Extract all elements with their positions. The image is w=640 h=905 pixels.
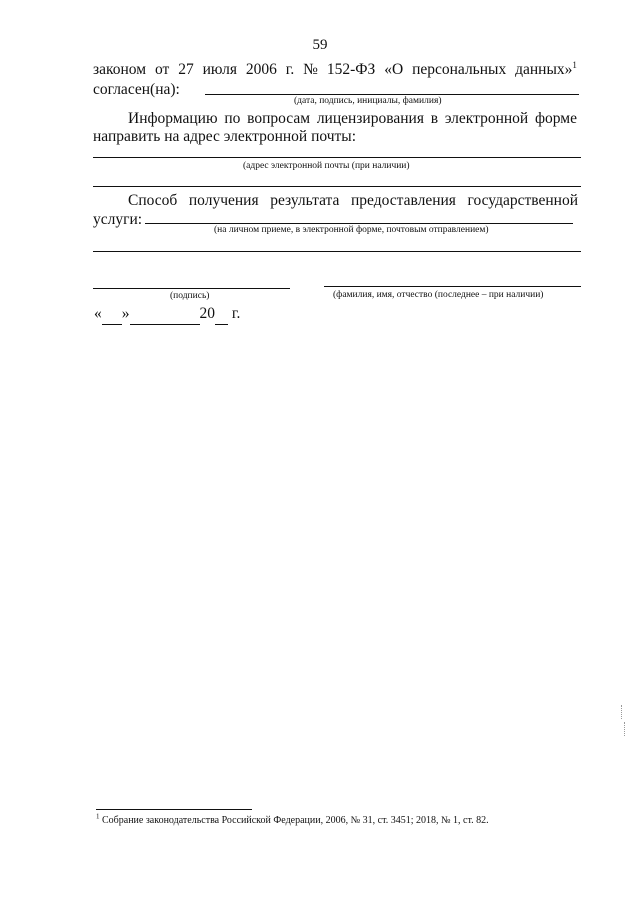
- scan-artifact: [624, 722, 627, 736]
- word: 27: [178, 61, 194, 78]
- full-name-fill-line[interactable]: [324, 286, 581, 287]
- word: по: [224, 110, 241, 127]
- word: Информацию: [128, 110, 218, 127]
- page-number: 59: [312, 37, 328, 53]
- signature-caption: (подпись): [170, 291, 210, 301]
- footnote: [96, 812, 489, 826]
- word: законом: [93, 61, 147, 78]
- consent-fill-line[interactable]: [205, 94, 579, 95]
- word: 2006: [245, 61, 277, 78]
- footnote-text: Собрание законодательства Российской Федерации, 2006, № 31, ст. 3451; 2018, № 1, ст. 82.: [102, 815, 489, 826]
- word: лицензирования: [316, 110, 424, 127]
- word: данных»$^1$: [515, 59, 577, 78]
- word: 152-ФЗ: [326, 61, 376, 78]
- footnote-mark: 1: [96, 812, 100, 821]
- word: Способ: [128, 192, 178, 209]
- date-open-quote: «: [94, 305, 102, 322]
- footnote-separator: [96, 809, 252, 810]
- word: результата: [270, 192, 340, 209]
- word: форме: [535, 110, 577, 127]
- day-blank[interactable]: [102, 304, 122, 325]
- separator-line: [93, 186, 581, 187]
- full-name-caption: (фамилия, имя, отчество (последнее – при наличии): [333, 290, 544, 300]
- email-info-line-2: направить на адрес электронной почты:: [93, 128, 357, 145]
- word: от: [154, 61, 170, 78]
- consent-caption: (дата, подпись, инициалы, фамилия): [294, 96, 442, 106]
- word: «О: [384, 61, 404, 78]
- consent-label: согласен(на):: [93, 81, 180, 98]
- year-prefix: 20: [199, 305, 215, 322]
- email-info-line: [128, 109, 577, 129]
- result-method-caption: (на личном приеме, в электронной форме, почтовым отправлением): [214, 225, 489, 235]
- signature-fill-line[interactable]: [93, 288, 290, 289]
- word: №: [303, 61, 318, 78]
- year-blank[interactable]: [215, 304, 228, 325]
- email-fill-line[interactable]: [93, 157, 581, 158]
- word: государственной: [467, 192, 578, 209]
- footnote-reference: 1: [572, 59, 577, 70]
- result-method-fill-line[interactable]: [145, 223, 573, 224]
- scan-artifact: [621, 705, 624, 719]
- year-suffix: г.: [231, 305, 241, 322]
- email-caption: (адрес электронной почты (при наличии): [243, 161, 410, 171]
- word: электронной: [444, 110, 529, 127]
- word: персональных: [412, 61, 507, 78]
- word: вопросам: [247, 110, 311, 127]
- result-method-line: [128, 191, 578, 211]
- result-method-label: услуги:: [93, 211, 143, 228]
- word: получения: [188, 192, 259, 209]
- word: июля: [202, 61, 237, 78]
- month-blank[interactable]: [130, 304, 200, 325]
- consent-law-line: [93, 60, 577, 80]
- word: г.: [285, 61, 295, 78]
- date-line: [94, 304, 240, 325]
- result-method-extra-line[interactable]: [93, 251, 581, 252]
- word: в: [430, 110, 439, 127]
- date-close-quote: »: [121, 305, 130, 322]
- word: предоставления: [351, 192, 456, 209]
